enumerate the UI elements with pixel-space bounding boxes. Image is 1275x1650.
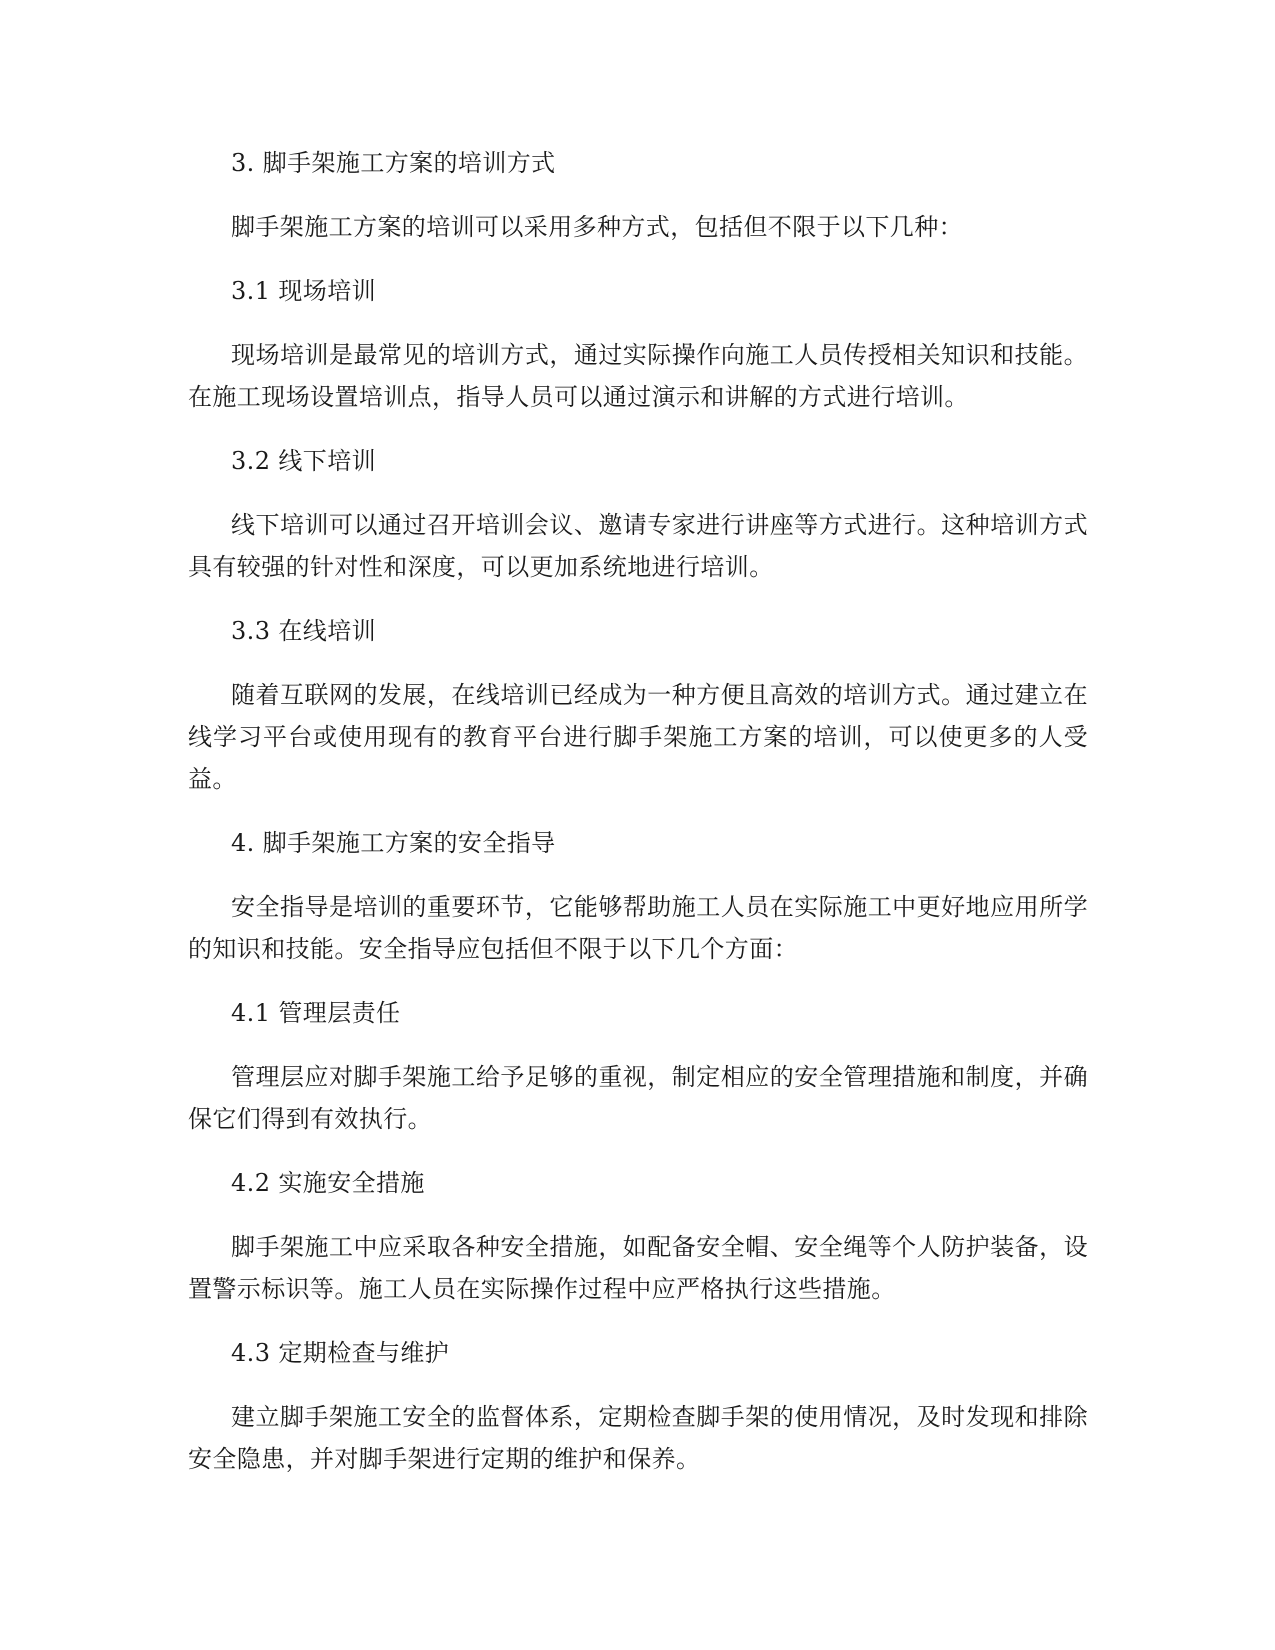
subsection-heading-3-3: 3.3 在线培训 xyxy=(231,617,376,645)
paragraph-inspection-maintenance: 建立脚手架施工安全的监督体系，定期检查脚手架的使用情况，及时发现和排除安全隐患，并对脚手架进行定期的维护和保养。 xyxy=(188,1403,1088,1473)
section-heading-4: 4. 脚手架施工方案的安全指导 xyxy=(231,829,556,857)
document-body xyxy=(188,142,1088,1502)
paragraph-online-training: 随着互联网的发展，在线培训已经成为一种方便且高效的培训方式。通过建立在线学习平台或使用现有的教育平台进行脚手架施工方案的培训，可以使更多的人受益。 xyxy=(188,681,1088,793)
subsection-heading-4-2: 4.2 实施安全措施 xyxy=(231,1169,425,1197)
paragraph-safety-measures: 脚手架施工中应采取各种安全措施，如配备安全帽、安全绳等个人防护装备，设置警示标识等。施工人员在实际操作过程中应严格执行这些措施。 xyxy=(188,1233,1088,1303)
subsection-heading-4-1: 4.1 管理层责任 xyxy=(231,999,401,1027)
subsection-heading-3-1: 3.1 现场培训 xyxy=(231,277,376,305)
section-heading-3: 3. 脚手架施工方案的培训方式 xyxy=(231,149,556,177)
paragraph-safety-guidance-intro: 安全指导是培训的重要环节，它能够帮助施工人员在实际施工中更好地应用所学的知识和技能。安全指导应包括但不限于以下几个方面： xyxy=(188,893,1088,963)
paragraph-training-methods-intro: 脚手架施工方案的培训可以采用多种方式，包括但不限于以下几种： xyxy=(231,213,963,241)
paragraph-management-responsibility: 管理层应对脚手架施工给予足够的重视，制定相应的安全管理措施和制度，并确保它们得到有效执行。 xyxy=(188,1063,1088,1133)
subsection-heading-3-2: 3.2 线下培训 xyxy=(231,447,376,475)
paragraph-onsite-training: 现场培训是最常见的培训方式，通过实际操作向施工人员传授相关知识和技能。在施工现场设置培训点，指导人员可以通过演示和讲解的方式进行培训。 xyxy=(188,341,1088,411)
subsection-heading-4-3: 4.3 定期检查与维护 xyxy=(231,1339,450,1367)
paragraph-offline-training: 线下培训可以通过召开培训会议、邀请专家进行讲座等方式进行。这种培训方式具有较强的针对性和深度，可以更加系统地进行培训。 xyxy=(188,511,1088,581)
